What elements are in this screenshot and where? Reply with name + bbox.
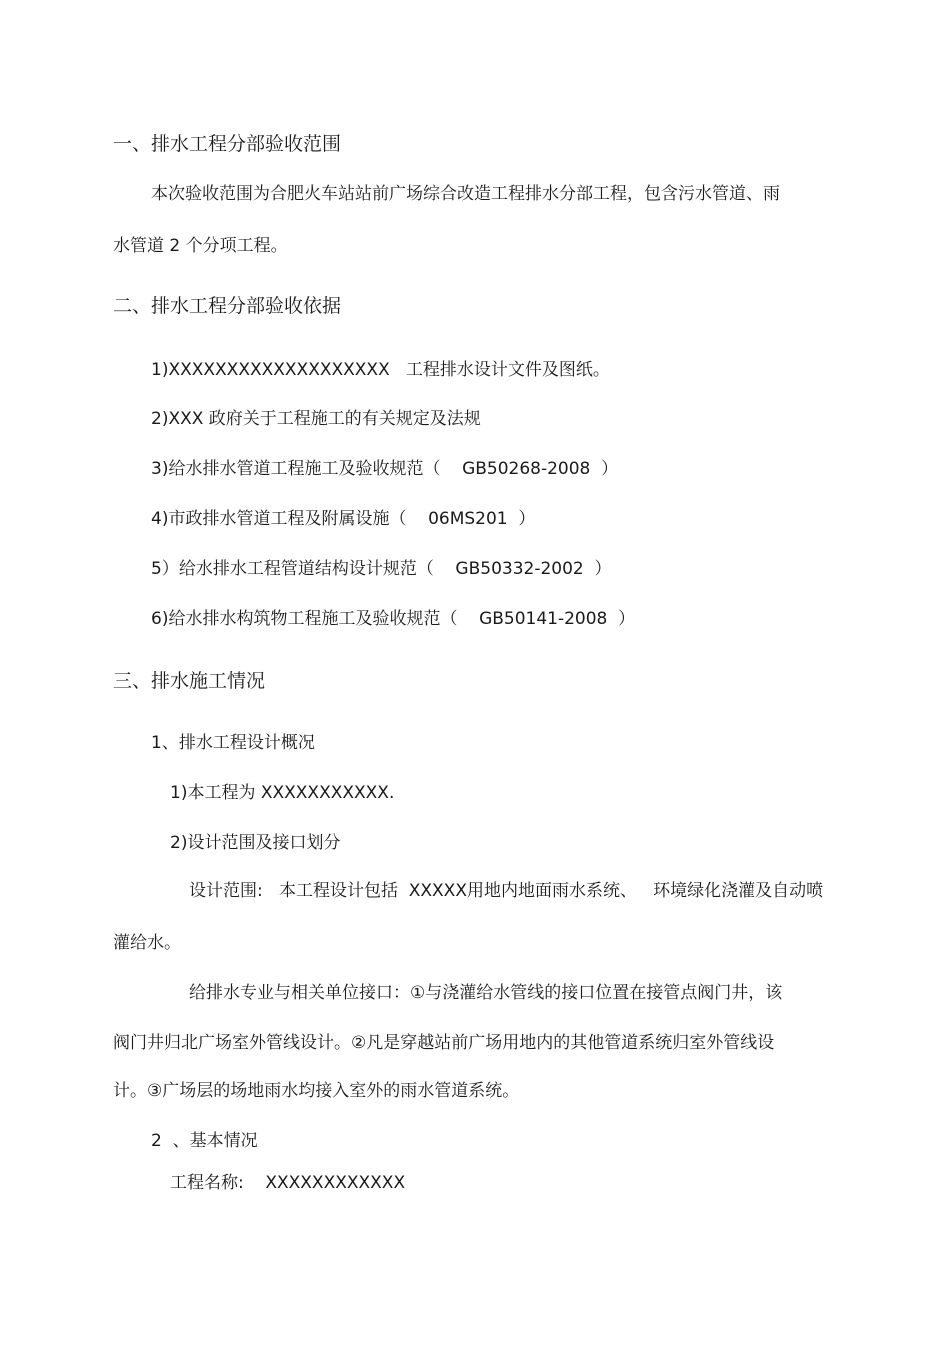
interface-line-3: 计。③广场层的场地雨水均接入室外的雨水管道系统。	[113, 1081, 520, 1101]
basis-item-6: 6)给水排水构筑物工程施工及验收规范（ GB50141-2008 ）	[151, 609, 636, 629]
section-2-heading: 二、排水工程分部验收依据	[113, 295, 342, 317]
design-item-1: 1)本工程为 XXXXXXXXXXX.	[170, 783, 395, 803]
basis-item-2: 2)XXX 政府关于工程施工的有关规定及法规	[151, 409, 481, 429]
basis-item-1: 1)XXXXXXXXXXXXXXXXXXX 工程排水设计文件及图纸。	[151, 360, 610, 380]
design-overview-subheading: 1、排水工程设计概况	[151, 733, 315, 753]
basis-item-5: 5）给水排水工程管道结构设计规范（ GB50332-2002 ）	[151, 559, 612, 579]
basis-item-4: 4)市政排水管道工程及附属设施（ 06MS201 ）	[151, 509, 536, 529]
design-item-2: 2)设计范围及接口划分	[170, 833, 341, 853]
section-3-heading: 三、排水施工情况	[113, 670, 266, 692]
project-name: 工程名称: XXXXXXXXXXXX	[170, 1173, 406, 1193]
basic-info-subheading: 2 、基本情况	[151, 1131, 258, 1151]
section-1-heading: 一、排水工程分部验收范围	[113, 133, 342, 155]
interface-line-1: 给排水专业与相关单位接口：①与浇灌给水管线的接口位置在接管点阀门井，该	[189, 983, 783, 1003]
design-scope-line-1: 设计范围: 本工程设计包括 XXXXX用地内地面雨水系统、 环境绿化浇灌及自动喷	[189, 881, 824, 901]
section-1-paragraph-line-2: 水管道 2 个分项工程。	[113, 236, 288, 256]
design-scope-line-2: 灌给水。	[113, 933, 181, 953]
section-1-paragraph-line-1: 本次验收范围为合肥火车站站前广场综合改造工程排水分部工程，包含污水管道、雨	[151, 184, 780, 204]
basis-item-3: 3)给水排水管道工程施工及验收规范（ GB50268-2008 ）	[151, 459, 619, 479]
interface-line-2: 阀门井归北广场室外管线设计。②凡是穿越站前广场用地内的其他管道系统归室外管线设	[113, 1033, 775, 1053]
